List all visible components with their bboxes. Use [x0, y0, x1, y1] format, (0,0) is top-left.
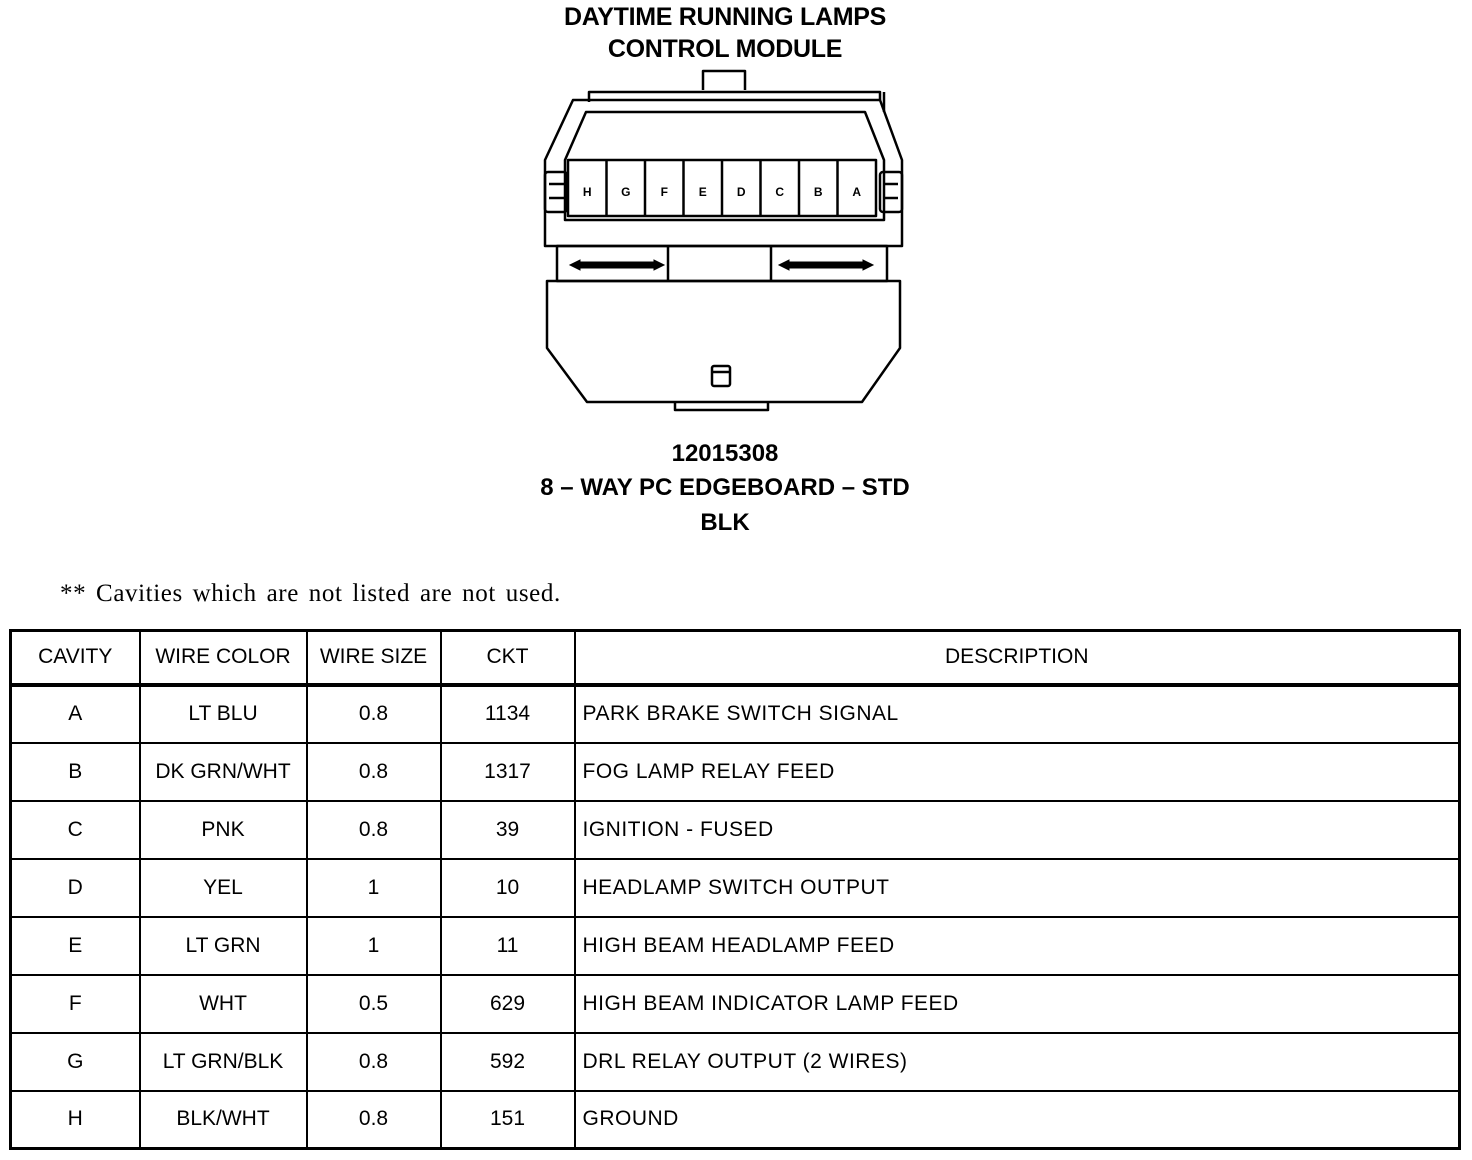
- cell-cavity: H: [11, 1091, 140, 1149]
- cell-ckt: 39: [441, 801, 575, 859]
- cell-ckt: 1317: [441, 743, 575, 801]
- cell-cavity: F: [11, 975, 140, 1033]
- cell-wire-size: 0.8: [307, 801, 441, 859]
- cell-wire-size: 0.5: [307, 975, 441, 1033]
- cell-description: GROUND: [575, 1091, 1460, 1149]
- cell-wire-size: 1: [307, 859, 441, 917]
- cavity-label-h: H: [582, 185, 592, 199]
- connector-title-line-1: DAYTIME RUNNING LAMPS: [564, 3, 886, 31]
- cell-wire-size: 0.8: [307, 743, 441, 801]
- connector-outer-housing: [545, 100, 902, 246]
- table-row: [11, 975, 1460, 1033]
- connector-part-number: 12015308: [671, 440, 779, 467]
- connector-description: 8 – WAY PC EDGEBOARD – STD: [540, 474, 910, 501]
- header-ckt: CKT: [441, 631, 575, 685]
- header-wire-size: WIRE SIZE: [307, 631, 441, 685]
- connector-lock-square: [712, 366, 730, 386]
- connector-inner-recess: [565, 112, 884, 220]
- cavity-label-f: F: [660, 185, 668, 199]
- cell-description: FOG LAMP RELAY FEED: [575, 743, 1460, 801]
- right-terminal-slot: [786, 262, 866, 268]
- table-header-row: [11, 631, 1460, 685]
- cell-cavity: G: [11, 1033, 140, 1091]
- cell-description: DRL RELAY OUTPUT (2 WIRES): [575, 1033, 1460, 1091]
- cavity-label-d: D: [736, 185, 746, 199]
- cell-ckt: 1134: [441, 685, 575, 743]
- table-row: [11, 859, 1460, 917]
- cell-ckt: 10: [441, 859, 575, 917]
- cell-ckt: 11: [441, 917, 575, 975]
- cell-wire-color: BLK/WHT: [140, 1091, 307, 1149]
- cell-description: PARK BRAKE SWITCH SIGNAL: [575, 685, 1460, 743]
- cavity-label-b: B: [813, 185, 823, 199]
- table-row: [11, 917, 1460, 975]
- cavity-label-g: G: [621, 185, 631, 199]
- cell-cavity: D: [11, 859, 140, 917]
- cell-wire-color: PNK: [140, 801, 307, 859]
- cavity-cells: [583, 160, 862, 216]
- cell-wire-size: 0.8: [307, 1033, 441, 1091]
- left-side-ear: [545, 172, 567, 212]
- cell-wire-size: 0.8: [307, 1091, 441, 1149]
- pinout-table-body: [11, 685, 1460, 1149]
- cell-wire-color: LT GRN: [140, 917, 307, 975]
- table-row: [11, 685, 1460, 743]
- cell-wire-color: DK GRN/WHT: [140, 743, 307, 801]
- cell-cavity: E: [11, 917, 140, 975]
- left-terminal-slot: [577, 262, 657, 268]
- table-row: [11, 743, 1460, 801]
- connector-lower-body: [547, 281, 900, 402]
- connector-face-diagram: [0, 0, 1472, 440]
- connector-top-latch: [703, 71, 745, 90]
- cell-description: HEADLAMP SWITCH OUTPUT: [575, 859, 1460, 917]
- cavity-label-c: C: [775, 185, 785, 199]
- table-row: [11, 801, 1460, 859]
- header-description: DESCRIPTION: [575, 631, 1460, 685]
- cell-cavity: C: [11, 801, 140, 859]
- cell-description: HIGH BEAM INDICATOR LAMP FEED: [575, 975, 1460, 1033]
- table-row: [11, 1033, 1460, 1091]
- cell-wire-color: YEL: [140, 859, 307, 917]
- cell-wire-color: LT BLU: [140, 685, 307, 743]
- cell-ckt: 151: [441, 1091, 575, 1149]
- cavity-label-a: A: [852, 185, 862, 199]
- cell-ckt: 592: [441, 1033, 575, 1091]
- cell-ckt: 629: [441, 975, 575, 1033]
- cell-cavity: B: [11, 743, 140, 801]
- cell-description: IGNITION - FUSED: [575, 801, 1460, 859]
- table-row: [11, 1091, 1460, 1149]
- cell-wire-size: 0.8: [307, 685, 441, 743]
- connector-color: BLK: [700, 509, 750, 536]
- pinout-table: [9, 629, 1461, 1150]
- cell-description: HIGH BEAM HEADLAMP FEED: [575, 917, 1460, 975]
- cavity-label-e: E: [698, 185, 707, 199]
- connector-title-line-2: CONTROL MODULE: [607, 35, 843, 63]
- cell-wire-color: WHT: [140, 975, 307, 1033]
- cell-wire-size: 1: [307, 917, 441, 975]
- cell-wire-color: LT GRN/BLK: [140, 1033, 307, 1091]
- unused-cavities-note: ** Cavities which are not listed are not used.: [60, 580, 561, 607]
- header-cavity: CAVITY: [11, 631, 140, 685]
- cell-cavity: A: [11, 685, 140, 743]
- header-wire-color: WIRE COLOR: [140, 631, 307, 685]
